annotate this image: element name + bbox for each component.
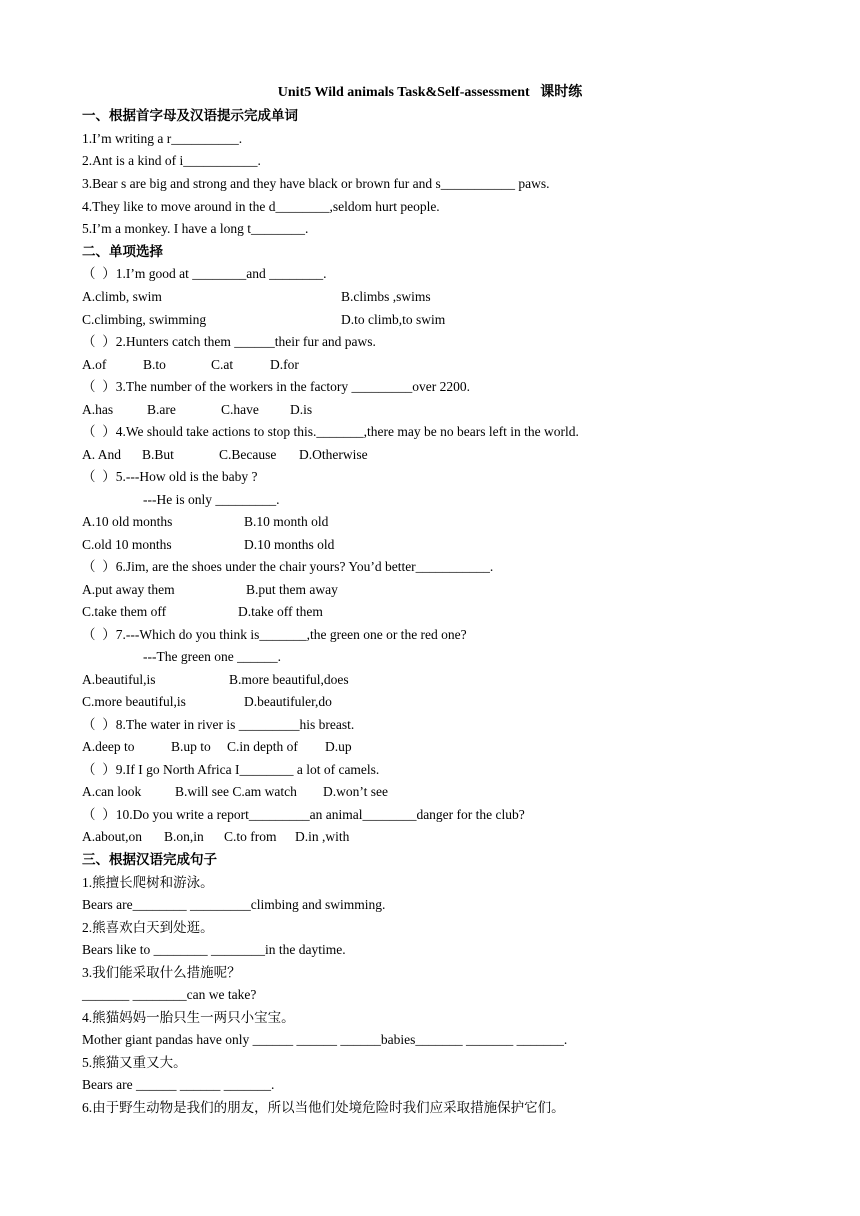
q9-option-a: A.can look bbox=[82, 784, 142, 799]
section2-heading: 二、单项选择 bbox=[82, 244, 163, 259]
q4-option-c: C.Because bbox=[219, 447, 277, 462]
question-5-reply: ---He is only _________. bbox=[143, 492, 280, 507]
q1-option-d: D.to climb,to swim bbox=[341, 312, 446, 327]
section3-prompt: 4.熊猫妈妈一胎只生一两只小宝宝。 bbox=[82, 1010, 295, 1025]
q6-option-b: B.put them away bbox=[246, 582, 338, 597]
section1-item: 2.Ant is a kind of i___________. bbox=[82, 153, 261, 168]
q8-option-b: B.up to bbox=[171, 739, 211, 754]
q3-option-b: B.are bbox=[147, 402, 176, 417]
question-7: （ ）7.---Which do you think is_______,the green one or the red one? bbox=[82, 627, 467, 642]
q5-option-d: D.10 months old bbox=[244, 537, 335, 552]
section1-item: 4.They like to move around in the d________,seldom hurt people. bbox=[82, 199, 440, 214]
q4-option-d: D.Otherwise bbox=[299, 447, 368, 462]
section3-prompt: 5.熊猫又重又大。 bbox=[82, 1055, 187, 1070]
section1-item: 5.I’m a monkey. I have a long t________. bbox=[82, 221, 309, 236]
section3-answer: _______ ________can we take? bbox=[82, 987, 257, 1002]
q1-option-b: B.climbs ,swims bbox=[341, 289, 431, 304]
q5-option-c: C.old 10 months bbox=[82, 537, 172, 552]
question-5: （ ）5.---How old is the baby ? bbox=[82, 469, 258, 484]
q7-option-b: B.more beautiful,does bbox=[229, 672, 349, 687]
q10-option-c: C.to from bbox=[224, 829, 277, 844]
section3-prompt: 3.我们能采取什么措施呢？ bbox=[82, 965, 241, 980]
q10-option-b: B.on,in bbox=[164, 829, 204, 844]
q10-option-a: A.about,on bbox=[82, 829, 142, 844]
q4-option-b: B.But bbox=[142, 447, 174, 462]
question-1: （ ）1.I’m good at ________and ________. bbox=[82, 266, 327, 281]
q9-option-bc: B.will see C.am watch bbox=[175, 784, 297, 799]
q2-option-c: C.at bbox=[211, 357, 234, 372]
q3-option-d: D.is bbox=[290, 402, 313, 417]
section1-heading: 一、根据首字母及汉语提示完成单词 bbox=[82, 108, 298, 123]
q8-option-d: D.up bbox=[325, 739, 352, 754]
q6-option-a: A.put away them bbox=[82, 582, 175, 597]
q7-option-a: A.beautiful,is bbox=[82, 672, 156, 687]
q5-option-a: A.10 old months bbox=[82, 514, 173, 529]
q5-option-b: B.10 month old bbox=[244, 514, 329, 529]
section3-prompt: 6.由于野生动物是我们的朋友，所以当他们处境危险时我们应采取措施保护它们。 bbox=[82, 1100, 565, 1115]
section3-heading: 三、根据汉语完成句子 bbox=[82, 852, 217, 867]
q6-option-d: D.take off them bbox=[238, 604, 323, 619]
question-6: （ ）6.Jim, are the shoes under the chair yours? You’d better___________. bbox=[82, 559, 494, 574]
question-4: （ ）4.We should take actions to stop this._______,there may be no bears left in the world. bbox=[82, 424, 579, 439]
section3-answer: Bears like to ________ ________in the daytime. bbox=[82, 942, 346, 957]
section3-answer: Bears are________ _________climbing and swimming. bbox=[82, 897, 386, 912]
section3-answer: Mother giant pandas have only ______ ______ ______babies_______ _______ _______. bbox=[82, 1032, 568, 1047]
question-10: （ ）10.Do you write a report_________an animal________danger for the club? bbox=[82, 807, 525, 822]
q2-option-b: B.to bbox=[143, 357, 166, 372]
question-3: （ ）3.The number of the workers in the factory _________over 2200. bbox=[82, 379, 471, 394]
q7-option-d: D.beautifuler,do bbox=[244, 694, 332, 709]
section1-item: 3.Bear s are big and strong and they have black or brown fur and s___________ paws. bbox=[82, 176, 550, 191]
question-8: （ ）8.The water in river is _________his breast. bbox=[82, 717, 355, 732]
section1-item: 1.I’m writing a r__________. bbox=[82, 131, 243, 146]
q1-option-a: A.climb, swim bbox=[82, 289, 162, 304]
q8-option-a: A.deep to bbox=[82, 739, 135, 754]
section3-answer: Bears are ______ ______ _______. bbox=[82, 1077, 275, 1092]
q7-option-c: C.more beautiful,is bbox=[82, 694, 186, 709]
question-7-reply: ---The green one ______. bbox=[143, 649, 281, 664]
question-2: （ ）2.Hunters catch them ______their fur and paws. bbox=[82, 334, 376, 349]
q3-option-a: A.has bbox=[82, 402, 114, 417]
q1-option-c: C.climbing, swimming bbox=[82, 312, 207, 327]
q2-option-d: D.for bbox=[270, 357, 299, 372]
q6-option-c: C.take them off bbox=[82, 604, 167, 619]
question-9: （ ）9.If I go North Africa I________ a lot of camels. bbox=[82, 762, 380, 777]
q10-option-d: D.in ,with bbox=[295, 829, 350, 844]
section3-prompt: 2.熊喜欢白天到处逛。 bbox=[82, 920, 214, 935]
q2-option-a: A.of bbox=[82, 357, 107, 372]
q8-option-c: C.in depth of bbox=[227, 739, 298, 754]
q9-option-d: D.won’t see bbox=[323, 784, 388, 799]
q4-option-a: A. And bbox=[82, 447, 122, 462]
page-title: Unit5 Wild animals Task&Self-assessment 课时练 bbox=[277, 85, 583, 100]
q3-option-c: C.have bbox=[221, 402, 259, 417]
section3-prompt: 1.熊擅长爬树和游泳。 bbox=[82, 875, 214, 890]
